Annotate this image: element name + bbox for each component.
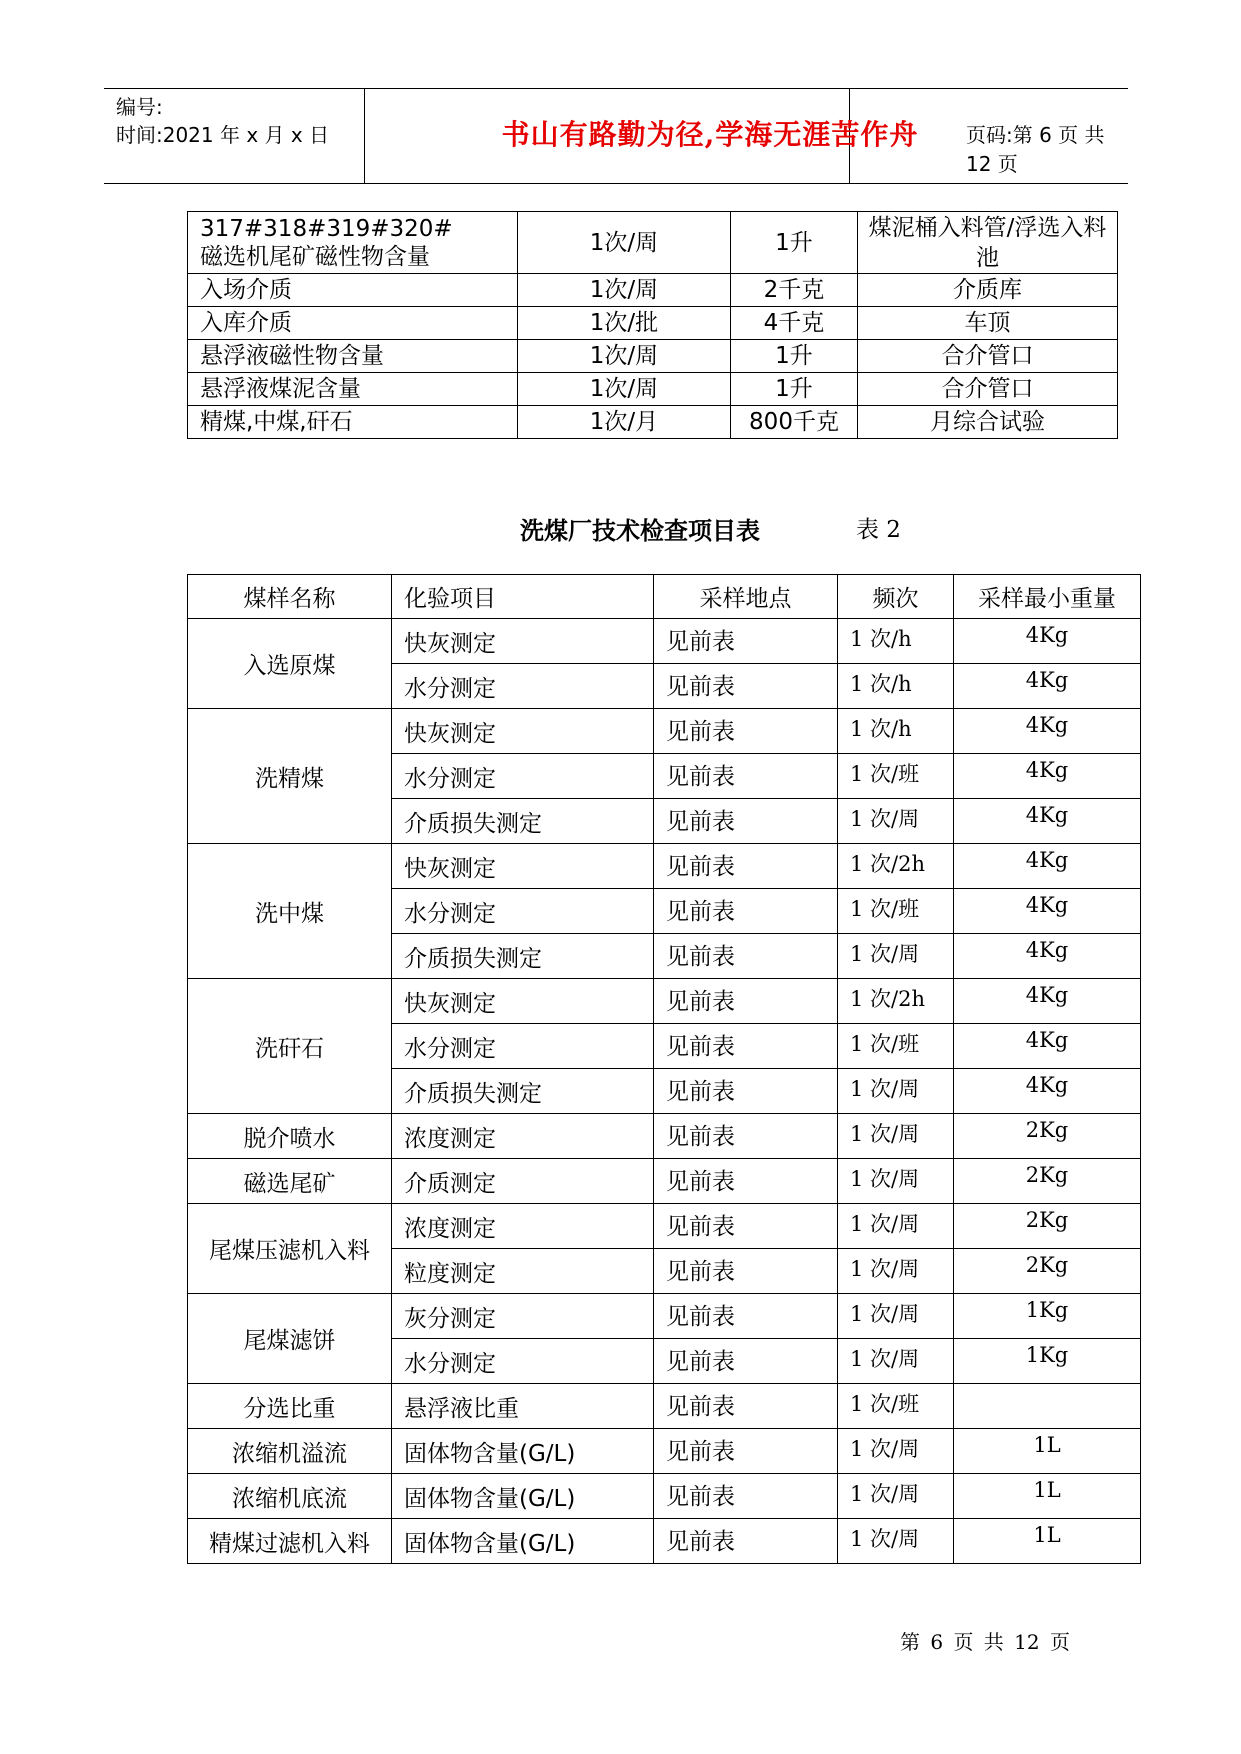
item-name-cell: 精煤,中煤,矸石 [188, 406, 518, 439]
time-text: 时间:2021 年 x 月 x 日 [116, 123, 330, 147]
table-row [188, 844, 1141, 889]
frequency-cell: 1 次/2h [838, 979, 954, 1024]
min-weight-cell: 4Kg [954, 799, 1141, 844]
min-weight-cell: 2Kg [954, 1249, 1141, 1294]
sample-weight-cell: 4千克 [731, 307, 858, 340]
sampling-location-cell: 见前表 [654, 1249, 838, 1294]
table-row [188, 1159, 1141, 1204]
page-footer: 第 6 页 共 12 页 [900, 1630, 1070, 1654]
inspection-items-table [187, 574, 1141, 1564]
header-meta [116, 93, 329, 149]
sampling-location-cell: 见前表 [654, 664, 838, 709]
sampling-location-cell: 合介管口 [858, 340, 1118, 373]
sampling-location-cell: 见前表 [654, 619, 838, 664]
sample-name-cell: 浓缩机溢流 [188, 1429, 392, 1474]
min-weight-cell: 1L [954, 1429, 1141, 1474]
frequency-cell: 1次/周 [518, 212, 731, 274]
min-weight-cell: 4Kg [954, 619, 1141, 664]
frequency-cell: 1 次/h [838, 709, 954, 754]
sampling-location-cell: 见前表 [654, 1159, 838, 1204]
sampling-location-cell: 见前表 [654, 1384, 838, 1429]
test-item-cell: 水分测定 [392, 889, 654, 934]
sample-name-cell: 磁选尾矿 [188, 1159, 392, 1204]
test-item-cell: 粒度测定 [392, 1249, 654, 1294]
sampling-location-cell: 见前表 [654, 1114, 838, 1159]
min-weight-cell: 4Kg [954, 1069, 1141, 1114]
table-row [188, 274, 1118, 307]
sampling-location-cell: 煤泥桶入料管/浮选入料池 [858, 212, 1118, 274]
table-row [188, 373, 1118, 406]
min-weight-cell: 4Kg [954, 979, 1141, 1024]
table-row [188, 709, 1141, 754]
min-weight-cell: 4Kg [954, 754, 1141, 799]
min-weight-cell: 4Kg [954, 844, 1141, 889]
sample-name-cell: 脱介喷水 [188, 1114, 392, 1159]
sample-weight-cell: 1升 [731, 212, 858, 274]
frequency-cell: 1 次/周 [838, 1474, 954, 1519]
sampling-location-cell: 见前表 [654, 1474, 838, 1519]
frequency-cell: 1 次/周 [838, 1429, 954, 1474]
test-item-cell: 水分测定 [392, 1339, 654, 1384]
frequency-cell: 1 次/周 [838, 1249, 954, 1294]
test-item-cell: 浓度测定 [392, 1114, 654, 1159]
header-divider [364, 89, 365, 183]
min-weight-cell: 1Kg [954, 1294, 1141, 1339]
sampling-location-cell: 介质库 [858, 274, 1118, 307]
sample-name-cell: 洗精煤 [188, 709, 392, 844]
table-row [188, 212, 1118, 274]
table-row [188, 1204, 1141, 1249]
min-weight-cell: 2Kg [954, 1204, 1141, 1249]
table-row [188, 1429, 1141, 1474]
header-page-number: 页码:第 6 页 共 12 页 [966, 123, 1105, 176]
min-weight-cell: 2Kg [954, 1114, 1141, 1159]
sample-name-cell: 洗矸石 [188, 979, 392, 1114]
test-item-cell: 介质测定 [392, 1159, 654, 1204]
sampling-location-cell: 见前表 [654, 754, 838, 799]
sampling-location-cell: 见前表 [654, 1429, 838, 1474]
sample-name-cell: 尾煤滤饼 [188, 1294, 392, 1384]
test-item-cell: 水分测定 [392, 1024, 654, 1069]
frequency-cell: 1次/周 [518, 274, 731, 307]
item-name-cell: 入场介质 [188, 274, 518, 307]
min-weight-cell: 2Kg [954, 1159, 1141, 1204]
table-row [188, 1519, 1141, 1564]
frequency-cell: 1 次/周 [838, 1519, 954, 1564]
table-row [188, 1474, 1141, 1519]
table-row [188, 1294, 1141, 1339]
column-header: 采样最小重量 [954, 575, 1141, 619]
table2-number: 表 2 [856, 517, 901, 543]
min-weight-cell: 4Kg [954, 934, 1141, 979]
test-item-cell: 浓度测定 [392, 1204, 654, 1249]
frequency-cell: 1 次/班 [838, 1024, 954, 1069]
frequency-cell: 1 次/周 [838, 1204, 954, 1249]
frequency-cell: 1次/周 [518, 340, 731, 373]
frequency-cell: 1 次/班 [838, 889, 954, 934]
frequency-cell: 1 次/周 [838, 1069, 954, 1114]
sample-name-cell: 入选原煤 [188, 619, 392, 709]
sampling-location-cell: 见前表 [654, 1339, 838, 1384]
table2-title: 洗煤厂技术检查项目表 [520, 517, 760, 545]
sampling-location-cell: 见前表 [654, 799, 838, 844]
test-item-cell: 快灰测定 [392, 979, 654, 1024]
sample-weight-cell: 1升 [731, 340, 858, 373]
sample-name-cell: 分选比重 [188, 1384, 392, 1429]
item-name-cell: 入库介质 [188, 307, 518, 340]
frequency-cell: 1次/周 [518, 373, 731, 406]
frequency-cell: 1 次/h [838, 664, 954, 709]
sample-weight-cell: 800千克 [731, 406, 858, 439]
column-header: 频次 [838, 575, 954, 619]
min-weight-cell: 1L [954, 1474, 1141, 1519]
sampling-location-cell: 月综合试验 [858, 406, 1118, 439]
sampling-location-cell: 见前表 [654, 1024, 838, 1069]
sampling-location-cell: 见前表 [654, 709, 838, 754]
item-name-cell: 悬浮液煤泥含量 [188, 373, 518, 406]
frequency-cell: 1 次/周 [838, 799, 954, 844]
column-header: 化验项目 [392, 575, 654, 619]
sampling-location-cell: 见前表 [654, 889, 838, 934]
test-item-cell: 固体物含量(G/L) [392, 1519, 654, 1564]
test-item-cell: 悬浮液比重 [392, 1384, 654, 1429]
page-header [104, 88, 1128, 184]
test-item-cell: 快灰测定 [392, 619, 654, 664]
sampling-location-cell: 见前表 [654, 844, 838, 889]
frequency-cell: 1 次/周 [838, 1114, 954, 1159]
sampling-location-cell: 见前表 [654, 1204, 838, 1249]
test-item-cell: 灰分测定 [392, 1294, 654, 1339]
sampling-location-cell: 车顶 [858, 307, 1118, 340]
table-row [188, 340, 1118, 373]
frequency-cell: 1 次/2h [838, 844, 954, 889]
min-weight-cell: 4Kg [954, 1024, 1141, 1069]
sampling-location-cell: 合介管口 [858, 373, 1118, 406]
serial-label: 编号: [116, 95, 163, 119]
header-motto: 书山有路勤为径,学海无涯苦作舟 [501, 118, 919, 151]
sample-name-cell: 尾煤压滤机入料 [188, 1204, 392, 1294]
column-header: 煤样名称 [188, 575, 392, 619]
table-row [188, 307, 1118, 340]
frequency-cell: 1 次/周 [838, 1339, 954, 1384]
sample-weight-cell: 2千克 [731, 274, 858, 307]
table-header-row [188, 575, 1141, 619]
frequency-cell: 1 次/周 [838, 1159, 954, 1204]
item-name-cell: 悬浮液磁性物含量 [188, 340, 518, 373]
min-weight-cell: 4Kg [954, 889, 1141, 934]
frequency-cell: 1 次/h [838, 619, 954, 664]
test-item-cell: 介质损失测定 [392, 799, 654, 844]
sampling-location-cell: 见前表 [654, 1519, 838, 1564]
test-item-cell: 水分测定 [392, 664, 654, 709]
table-row [188, 619, 1141, 664]
sampling-table-continued [187, 211, 1118, 439]
frequency-cell: 1 次/班 [838, 1384, 954, 1429]
frequency-cell: 1 次/班 [838, 754, 954, 799]
sampling-location-cell: 见前表 [654, 979, 838, 1024]
sample-name-cell: 洗中煤 [188, 844, 392, 979]
min-weight-cell: 1L [954, 1519, 1141, 1564]
sampling-location-cell: 见前表 [654, 1069, 838, 1114]
test-item-cell: 快灰测定 [392, 709, 654, 754]
table-row [188, 979, 1141, 1024]
sample-name-cell: 浓缩机底流 [188, 1474, 392, 1519]
table-row [188, 1384, 1141, 1429]
sample-weight-cell: 1升 [731, 373, 858, 406]
frequency-cell: 1次/批 [518, 307, 731, 340]
test-item-cell: 快灰测定 [392, 844, 654, 889]
item-name-cell: 317#318#319#320# 磁选机尾矿磁性物含量 [188, 212, 518, 274]
min-weight-cell: 1Kg [954, 1339, 1141, 1384]
test-item-cell: 固体物含量(G/L) [392, 1429, 654, 1474]
sampling-location-cell: 见前表 [654, 934, 838, 979]
min-weight-cell: 4Kg [954, 709, 1141, 754]
min-weight-cell: 4Kg [954, 664, 1141, 709]
table-row [188, 406, 1118, 439]
column-header: 采样地点 [654, 575, 838, 619]
min-weight-cell [954, 1384, 1141, 1429]
frequency-cell: 1次/月 [518, 406, 731, 439]
test-item-cell: 水分测定 [392, 754, 654, 799]
sampling-location-cell: 见前表 [654, 1294, 838, 1339]
frequency-cell: 1 次/周 [838, 934, 954, 979]
test-item-cell: 固体物含量(G/L) [392, 1474, 654, 1519]
sample-name-cell: 精煤过滤机入料 [188, 1519, 392, 1564]
test-item-cell: 介质损失测定 [392, 934, 654, 979]
frequency-cell: 1 次/周 [838, 1294, 954, 1339]
test-item-cell: 介质损失测定 [392, 1069, 654, 1114]
table-row [188, 1114, 1141, 1159]
